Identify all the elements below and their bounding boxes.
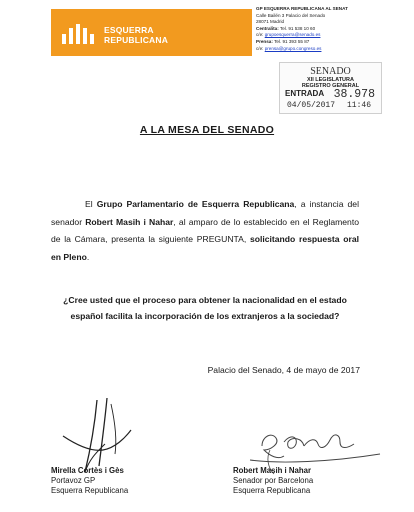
contact-press-email xyxy=(256,46,412,53)
body-senator-name: Robert Masih i Nahar xyxy=(85,216,174,227)
contact-phone-label: Centralita: xyxy=(256,25,279,31)
body-part-4: . xyxy=(86,251,90,262)
registry-stamp xyxy=(279,62,382,114)
signer-name: Robert Masih i Nahar xyxy=(233,466,311,475)
place-date: Palacio del Senado, 4 de mayo de 2017 xyxy=(207,365,360,375)
contact-press-email-label: c/e: xyxy=(256,45,264,51)
body-request: solicitando respuesta oral en Pleno xyxy=(51,234,360,262)
signer-role: Portavoz GP xyxy=(51,476,96,485)
signer-name: Mirella Cortès i Gès xyxy=(51,466,124,475)
contact-press-value: Tel. 91 393 55 87 xyxy=(274,38,310,44)
contact-press-label: Prensa: xyxy=(256,38,273,44)
stamp-time: 11:46 xyxy=(346,101,371,110)
contact-press xyxy=(256,39,412,46)
signer-org: Esquerra Republicana xyxy=(233,486,311,495)
contact-press-email-link[interactable]: prensa@grupo.congreso.es xyxy=(264,45,322,51)
signer-block-left xyxy=(51,466,128,496)
stamp-entry-label: ENTRADA xyxy=(285,89,325,98)
body-part-2: , a instancia del senador xyxy=(51,199,360,227)
contact-email xyxy=(256,32,412,39)
question-text: ¿Cree usted que el proceso para obtener la nacionalidad en el estado español facilita la incorporación de los extranjeros a la sociedad? xyxy=(63,295,347,321)
signature-left xyxy=(45,392,155,477)
stamp-entry-number: 38.978 xyxy=(333,88,375,101)
contact-address-1: Calle Bailén 3 Palacio del Senado xyxy=(256,12,326,18)
signer-org: Esquerra Republicana xyxy=(51,486,129,495)
contact-phone-value: Tel. 91 538 10 60 xyxy=(279,25,316,31)
signer-role: Senador por Barcelona xyxy=(233,476,314,485)
signer-block-right xyxy=(233,466,313,496)
logo-text-line2: REPUBLICANA xyxy=(104,35,169,45)
stamp-legislature-line: XII LEGISLATURA xyxy=(307,77,354,83)
body-part-3: , al amparo de lo establecido en el Reglamento de la Cámara, presenta la siguiente PREGUNTA, xyxy=(51,216,359,245)
stamp-date: 04/05/2017 xyxy=(287,101,336,110)
body-part-1: El xyxy=(85,199,97,209)
stamp-institution: SENADO xyxy=(310,66,351,77)
party-logo-stripes-icon xyxy=(62,22,96,44)
contact-org: GP ESQUERRA REPUBLICANA AL SENAT xyxy=(256,6,348,11)
party-logo xyxy=(51,9,252,56)
body-group-name: Grupo Parlamentario de Esquerra Republicana xyxy=(96,199,295,209)
contact-address-2: 28071 Madrid xyxy=(256,19,285,25)
document-title-wrap xyxy=(0,124,414,136)
body-paragraph xyxy=(51,196,359,266)
logo-text-line1: ESQUERRA xyxy=(104,25,154,35)
contact-email-link[interactable]: grupoesquerra@senado.es xyxy=(264,32,321,38)
stamp-registry-line: REGISTRO GENERAL xyxy=(301,83,360,89)
contact-block xyxy=(256,6,412,52)
document-title: A LA MESA DEL SENADO xyxy=(139,124,275,136)
contact-email-label: c/e: xyxy=(256,32,264,38)
contact-phone xyxy=(256,26,412,33)
